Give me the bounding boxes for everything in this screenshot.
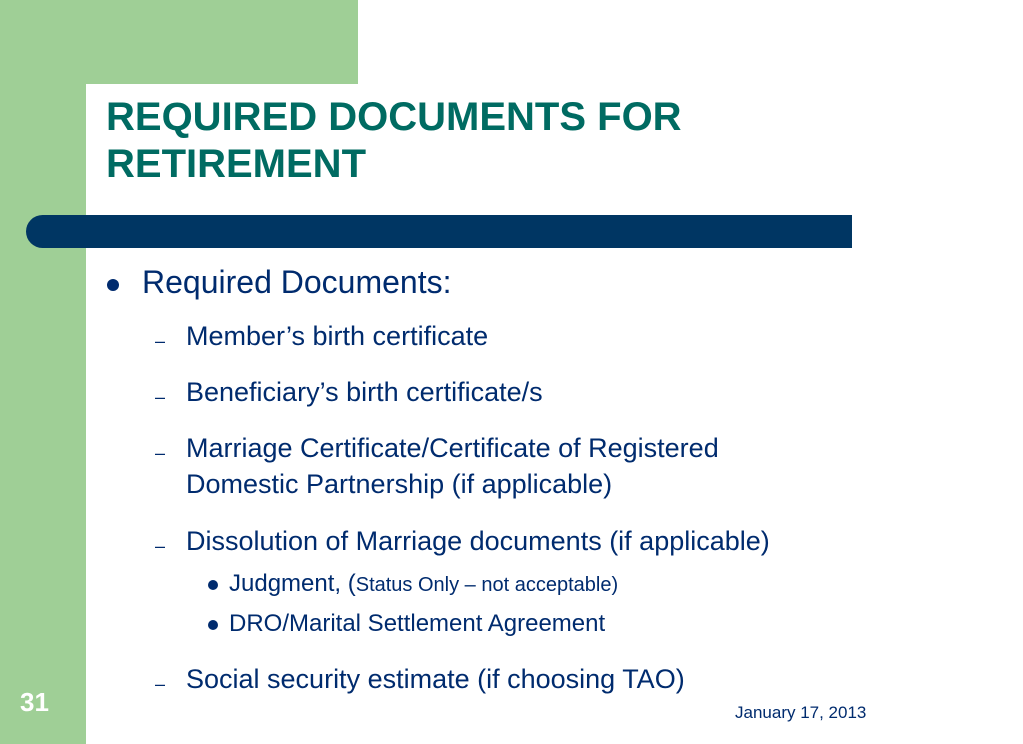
slide-title — [106, 94, 926, 188]
dash-icon: – — [155, 387, 166, 407]
list-item: Social security estimate (if choosing TAO) — [186, 664, 685, 694]
top-accent-bar — [0, 0, 358, 84]
dash-icon: – — [155, 674, 166, 694]
side-accent-bar — [0, 0, 86, 744]
content-heading: Required Documents: — [142, 264, 452, 300]
list-item-line-2: Domestic Partnership (if applicable) — [186, 469, 613, 499]
dash-icon: – — [155, 331, 166, 351]
sub-list-item: DRO/Marital Settlement Agreement — [229, 610, 606, 637]
title-line-1: REQUIRED DOCUMENTS FOR — [106, 95, 682, 139]
sub-item-text: Judgment, ( — [229, 570, 356, 597]
dash-icon: – — [155, 536, 166, 556]
list-item: Beneficiary’s birth certificate/s — [186, 377, 543, 407]
bullet-icon — [208, 580, 218, 590]
bullet-icon — [107, 279, 119, 291]
title-divider-band — [26, 215, 852, 248]
slide-date: January 17, 2013 — [735, 703, 867, 722]
title-line-2: RETIREMENT — [106, 142, 366, 186]
list-item: Dissolution of Marriage documents (if applicable) — [186, 526, 770, 556]
sub-list-item — [229, 569, 618, 600]
slide-number: 31 — [20, 687, 49, 717]
bullet-icon — [208, 620, 218, 630]
list-item: Member’s birth certificate — [186, 321, 489, 351]
list-item-line-1: Marriage Certificate/Certificate of Registered — [186, 433, 719, 463]
dash-icon: – — [155, 443, 166, 463]
sub-item-note: Status Only – not acceptable) — [355, 574, 619, 596]
